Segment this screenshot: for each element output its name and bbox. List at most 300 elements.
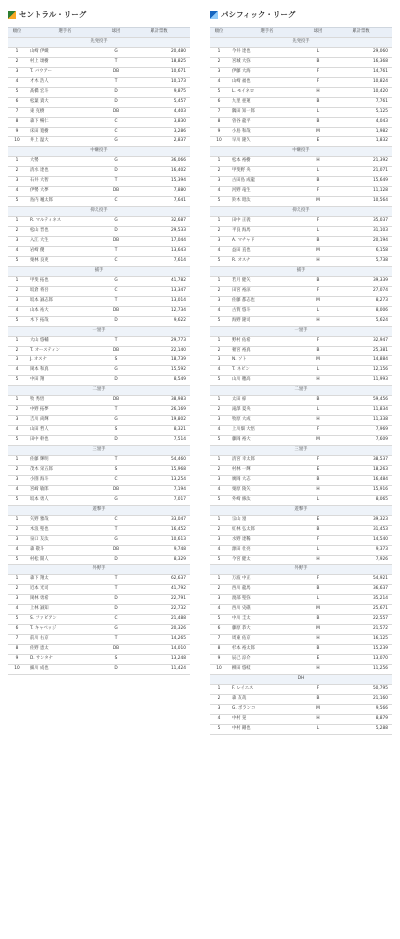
table-row — [8, 256, 190, 266]
table-row — [210, 396, 392, 406]
vote-count: 7,761 — [330, 97, 392, 107]
team-code: M — [306, 296, 330, 306]
vote-count: 7,609 — [330, 436, 392, 446]
rank-cell: 4 — [210, 714, 228, 724]
player-name: 井上 温大 — [26, 137, 104, 147]
section-title: DH — [210, 674, 392, 684]
player-name: 森下 暢仁 — [26, 117, 104, 127]
team-code: D — [104, 555, 128, 565]
team-code: DB — [104, 346, 128, 356]
player-name: 栗原 陵矢 — [228, 485, 306, 495]
vote-count: 35,214 — [330, 595, 392, 605]
rank-cell: 3 — [8, 475, 26, 485]
vote-count: 14,540 — [330, 535, 392, 545]
team-code: T — [104, 525, 128, 535]
rank-cell: 5 — [210, 376, 228, 386]
vote-count: 31,453 — [330, 525, 392, 535]
team-code: L — [306, 366, 330, 376]
table-row — [8, 286, 190, 296]
table-row — [210, 97, 392, 107]
table-row — [210, 714, 392, 724]
vote-count: 16,484 — [330, 475, 392, 485]
team-code: C — [104, 117, 128, 127]
section-header-row — [210, 565, 392, 575]
team-code: B — [306, 276, 330, 286]
table-row — [210, 177, 392, 187]
vote-count: 32,687 — [128, 217, 190, 227]
player-name: F. レイエス — [228, 684, 306, 694]
table-header-row — [210, 28, 392, 38]
vote-count: 62,637 — [128, 575, 190, 585]
player-name: 清水 達也 — [26, 167, 104, 177]
table-row — [8, 545, 190, 555]
rank-cell: 2 — [8, 227, 26, 237]
player-name: 森下 翔太 — [26, 575, 104, 585]
rank-cell: 6 — [210, 97, 228, 107]
rank-cell: 5 — [8, 87, 26, 97]
table-row — [8, 97, 190, 107]
vote-count: 15,916 — [330, 485, 392, 495]
vote-count: 36,637 — [330, 585, 392, 595]
rank-cell: 6 — [8, 97, 26, 107]
table-row — [210, 475, 392, 485]
vote-count: 11,834 — [330, 406, 392, 416]
table-row — [210, 525, 392, 535]
player-name: 田中 幹也 — [26, 436, 104, 446]
team-code: H — [306, 256, 330, 266]
vote-count: 9,566 — [330, 704, 392, 714]
section-title: 捕手 — [8, 266, 190, 276]
table-row — [8, 455, 190, 465]
team-code: G — [104, 495, 128, 505]
team-code: C — [104, 286, 128, 296]
table-row — [210, 87, 392, 97]
table-row — [8, 117, 190, 127]
team-code: B — [306, 694, 330, 704]
table-row — [210, 645, 392, 655]
vote-count: 12,734 — [128, 306, 190, 316]
section-header-row — [8, 37, 190, 47]
table-row — [210, 127, 392, 137]
vote-count: 11,256 — [330, 665, 392, 675]
vote-count: 8,329 — [128, 555, 190, 565]
rank-cell: 2 — [210, 346, 228, 356]
player-name: 森 敬斗 — [26, 545, 104, 555]
player-name: 宗山 塁 — [228, 515, 306, 525]
pacific-league-title: パシフィック・リーグ — [221, 10, 296, 19]
section-header-row — [210, 266, 392, 276]
vote-count: 27,074 — [330, 286, 392, 296]
table-row — [210, 197, 392, 207]
player-name: 柳田 悠岐 — [228, 665, 306, 675]
vote-count: 11,993 — [330, 376, 392, 386]
vote-count: 13,014 — [128, 296, 190, 306]
vote-count: 10,613 — [128, 535, 190, 545]
team-code: S — [104, 356, 128, 366]
vote-count: 13,643 — [128, 246, 190, 256]
player-name: 小園 海斗 — [26, 475, 104, 485]
vote-count: 16,125 — [330, 635, 392, 645]
table-row — [210, 495, 392, 505]
table-row — [210, 107, 392, 117]
rank-cell: 3 — [8, 177, 26, 187]
table-row — [210, 246, 392, 256]
player-name: 海野 隆司 — [228, 316, 306, 326]
table-row — [8, 276, 190, 286]
table-row — [8, 585, 190, 595]
vote-count: 8,321 — [128, 426, 190, 436]
section-header-row — [210, 674, 392, 684]
rank-cell: 3 — [8, 296, 26, 306]
team-code: L — [306, 595, 330, 605]
vote-count: 20,194 — [330, 237, 392, 247]
rank-cell: 4 — [8, 306, 26, 316]
player-name: 髙橋 宏斗 — [26, 87, 104, 97]
section-title: 一塁手 — [8, 326, 190, 336]
vote-count: 19,802 — [128, 416, 190, 426]
team-code: L — [306, 406, 330, 416]
player-name: 佐藤 都志也 — [228, 296, 306, 306]
pacific-league-table — [210, 27, 392, 735]
vote-count: 8,006 — [330, 306, 392, 316]
rank-cell: 3 — [210, 416, 228, 426]
vote-count: 54,460 — [128, 455, 190, 465]
table-row — [8, 47, 190, 57]
player-name: 東 克樹 — [26, 107, 104, 117]
rank-cell: 7 — [210, 107, 228, 117]
vote-count: 36,066 — [128, 157, 190, 167]
vote-count: 21,160 — [330, 694, 392, 704]
vote-count: 9,875 — [128, 87, 190, 97]
rank-cell: 4 — [8, 187, 26, 197]
section-title: 外野手 — [8, 565, 190, 575]
table-row — [8, 635, 190, 645]
table-row — [210, 416, 392, 426]
team-code: D — [104, 665, 128, 675]
team-code: B — [306, 57, 330, 67]
table-row — [210, 535, 392, 545]
team-code: M — [306, 197, 330, 207]
vote-count: 39,323 — [330, 515, 392, 525]
table-row — [210, 157, 392, 167]
team-code: L — [306, 545, 330, 555]
team-code: B — [306, 346, 330, 356]
central-league-title: セントラル・リーグ — [19, 10, 87, 19]
player-name: 近本 光司 — [26, 585, 104, 595]
team-code: T — [104, 177, 128, 187]
central-league-column — [8, 8, 190, 675]
vote-count: 11,128 — [330, 187, 392, 197]
rank-cell: 5 — [210, 495, 228, 505]
table-row — [210, 217, 392, 227]
player-name: T. オースティン — [26, 346, 104, 356]
vote-count: 15,649 — [330, 177, 392, 187]
player-name: 矢野 雅哉 — [26, 515, 104, 525]
rank-cell: 8 — [210, 645, 228, 655]
team-code: T — [104, 635, 128, 645]
rank-cell: 3 — [210, 475, 228, 485]
table-row — [210, 724, 392, 734]
table-row — [210, 137, 392, 147]
table-row — [210, 356, 392, 366]
section-title: 遊撃手 — [8, 505, 190, 515]
rank-cell: 10 — [8, 665, 26, 675]
table-row — [210, 117, 392, 127]
rank-cell: 1 — [8, 396, 26, 406]
pacific-league-column — [210, 8, 392, 735]
player-name: 上川畑 大悟 — [228, 426, 306, 436]
pacific-league-body — [210, 37, 392, 734]
team-code: DB — [104, 645, 128, 655]
player-name: 源田 壮亮 — [228, 545, 306, 555]
rank-cell: 1 — [8, 276, 26, 286]
header-rank: 順位 — [210, 28, 228, 38]
rank-cell: 2 — [210, 585, 228, 595]
player-name: 岡林 勇希 — [26, 595, 104, 605]
player-name: 坂倉 将吾 — [26, 286, 104, 296]
rank-cell: 4 — [210, 77, 228, 87]
player-name: A. マチャド — [228, 237, 306, 247]
section-title: 抑え投手 — [210, 207, 392, 217]
table-row — [8, 157, 190, 167]
table-row — [8, 197, 190, 207]
team-code: F — [306, 77, 330, 87]
vote-count: 20,480 — [128, 47, 190, 57]
section-header-row — [210, 37, 392, 47]
player-name: 万波 中正 — [228, 575, 306, 585]
player-name: 辰己 涼介 — [228, 655, 306, 665]
table-row — [210, 595, 392, 605]
player-name: 牧原 大成 — [228, 416, 306, 426]
team-code: B — [306, 525, 330, 535]
rank-cell: 4 — [210, 426, 228, 436]
vote-count: 50,795 — [330, 684, 392, 694]
team-code: B — [306, 177, 330, 187]
vote-count: 7,614 — [128, 256, 190, 266]
rank-cell: 2 — [210, 286, 228, 296]
table-row — [8, 615, 190, 625]
table-row — [210, 346, 392, 356]
section-header-row — [210, 386, 392, 396]
player-name: 外崎 修汰 — [228, 495, 306, 505]
vote-count: 33,047 — [128, 515, 190, 525]
central-league-icon — [8, 11, 16, 19]
team-code: D — [104, 97, 128, 107]
rank-cell: 6 — [8, 625, 26, 635]
rank-cell: 4 — [210, 605, 228, 615]
player-name: 坂本 誠志郎 — [26, 296, 104, 306]
section-header-row — [8, 207, 190, 217]
player-name: 益田 直也 — [228, 246, 306, 256]
rank-cell: 2 — [210, 167, 228, 177]
rank-cell: 1 — [210, 455, 228, 465]
player-name: 木浪 聖也 — [26, 525, 104, 535]
vote-count: 2,837 — [128, 137, 190, 147]
player-name: 島内 颯太郎 — [26, 197, 104, 207]
player-name: 九里 亜蓮 — [228, 97, 306, 107]
vote-count: 26,169 — [128, 406, 190, 416]
player-name: 隅田 知一郎 — [228, 107, 306, 117]
central-league-table — [8, 27, 190, 675]
player-name: 佐藤 輝明 — [26, 455, 104, 465]
player-name: 若月 健矢 — [228, 276, 306, 286]
table-row — [8, 406, 190, 416]
table-row — [8, 217, 190, 227]
team-code: M — [306, 605, 330, 615]
rank-cell: 3 — [210, 356, 228, 366]
rank-cell: 2 — [210, 227, 228, 237]
team-code: H — [306, 87, 330, 97]
player-name: 茂木 栄五郎 — [26, 465, 104, 475]
player-name: 今宮 健太 — [228, 555, 306, 565]
vote-count: 16,368 — [330, 57, 392, 67]
player-name: 山川 穂高 — [228, 376, 306, 386]
rank-cell: 1 — [8, 217, 26, 227]
player-name: N. ソト — [228, 356, 306, 366]
rank-cell: 5 — [210, 555, 228, 565]
vote-count: 10,564 — [330, 197, 392, 207]
player-name: G. ポランコ — [228, 704, 306, 714]
player-name: 泉口 友汰 — [26, 535, 104, 545]
table-row — [8, 167, 190, 177]
table-row — [8, 137, 190, 147]
rank-cell: 10 — [210, 665, 228, 675]
vote-count: 15,592 — [128, 366, 190, 376]
team-code: L — [306, 107, 330, 117]
player-name: S. ファビアン — [26, 615, 104, 625]
rank-cell: 5 — [210, 615, 228, 625]
player-name: 村林 一輝 — [228, 465, 306, 475]
vote-count: 59,456 — [330, 396, 392, 406]
team-code: H — [306, 157, 330, 167]
team-code: G — [104, 416, 128, 426]
team-code: DB — [104, 396, 128, 406]
vote-count: 10,173 — [128, 77, 190, 87]
table-row — [210, 605, 392, 615]
player-name: 大山 悠輔 — [26, 336, 104, 346]
table-row — [210, 187, 392, 197]
table-row — [8, 645, 190, 655]
table-row — [8, 665, 190, 675]
table-row — [8, 376, 190, 386]
player-name: 松本 裕樹 — [228, 157, 306, 167]
player-name: 古田島 成龍 — [228, 177, 306, 187]
team-code: F — [306, 67, 330, 77]
section-title: 三塁手 — [8, 446, 190, 456]
team-code: L — [306, 724, 330, 734]
vote-count: 21,488 — [128, 615, 190, 625]
team-code: M — [306, 704, 330, 714]
team-code: D — [104, 167, 128, 177]
player-name: 杉本 裕太郎 — [228, 645, 306, 655]
section-title: 二塁手 — [210, 386, 392, 396]
team-code: S — [104, 655, 128, 665]
player-name: 田中 正義 — [228, 217, 306, 227]
table-row — [8, 57, 190, 67]
player-name: D. サンタナ — [26, 655, 104, 665]
table-row — [210, 485, 392, 495]
player-name: 牧 秀悟 — [26, 396, 104, 406]
team-code: T — [104, 455, 128, 465]
player-name: 岡本 和真 — [26, 366, 104, 376]
table-row — [8, 296, 190, 306]
player-name: L. モイネロ — [228, 87, 306, 97]
rank-cell: 3 — [210, 535, 228, 545]
vote-count: 13,070 — [330, 655, 392, 665]
rank-cell: 5 — [210, 197, 228, 207]
table-row — [8, 515, 190, 525]
vote-count: 12,156 — [330, 366, 392, 376]
vote-count: 8,549 — [128, 376, 190, 386]
rank-cell: 5 — [210, 316, 228, 326]
table-row — [8, 336, 190, 346]
rank-cell: 1 — [210, 157, 228, 167]
team-code: M — [306, 127, 330, 137]
rank-cell: 4 — [210, 187, 228, 197]
vote-count: 25,671 — [330, 605, 392, 615]
table-row — [8, 237, 190, 247]
rank-cell: 5 — [8, 436, 26, 446]
player-name: 村松 開人 — [26, 555, 104, 565]
player-name: 清宮 幸太郎 — [228, 455, 306, 465]
team-code: M — [306, 246, 330, 256]
player-name: 佐野 恵太 — [26, 645, 104, 655]
table-row — [8, 465, 190, 475]
team-code: G — [104, 276, 128, 286]
rank-cell: 2 — [8, 585, 26, 595]
rank-cell: 2 — [210, 406, 228, 416]
vote-count: 16,452 — [128, 525, 190, 535]
table-row — [210, 227, 392, 237]
table-row — [8, 87, 190, 97]
player-name: 山崎 福也 — [228, 77, 306, 87]
rank-cell: 5 — [8, 376, 26, 386]
player-name: 大勢 — [26, 157, 104, 167]
player-name: 前川 右京 — [26, 635, 104, 645]
table-row — [8, 436, 190, 446]
vote-count: 5,624 — [330, 316, 392, 326]
section-header-row — [8, 326, 190, 336]
player-name: 才木 浩人 — [26, 77, 104, 87]
rank-cell: 1 — [8, 336, 26, 346]
vote-count: 8,273 — [330, 296, 392, 306]
table-row — [8, 187, 190, 197]
player-name: 入江 大生 — [26, 237, 104, 247]
team-code: D — [104, 376, 128, 386]
table-row — [8, 77, 190, 87]
team-code: G — [104, 535, 128, 545]
team-code: T — [104, 77, 128, 87]
vote-count: 15,968 — [128, 465, 190, 475]
table-row — [8, 356, 190, 366]
vote-count: 29,533 — [128, 227, 190, 237]
table-row — [210, 366, 392, 376]
player-name: 早川 隆久 — [228, 137, 306, 147]
team-code: G — [104, 366, 128, 376]
table-row — [8, 316, 190, 326]
vote-count: 5,457 — [128, 97, 190, 107]
vote-count: 7,641 — [128, 197, 190, 207]
team-code: D — [104, 87, 128, 97]
table-row — [8, 595, 190, 605]
rank-cell: 2 — [8, 525, 26, 535]
rank-cell: 3 — [210, 67, 228, 77]
rank-cell: 4 — [8, 485, 26, 495]
vote-count: 15,394 — [128, 177, 190, 187]
player-name: 伊藤 大海 — [228, 67, 306, 77]
vote-count: 7,194 — [128, 485, 190, 495]
table-row — [210, 306, 392, 316]
